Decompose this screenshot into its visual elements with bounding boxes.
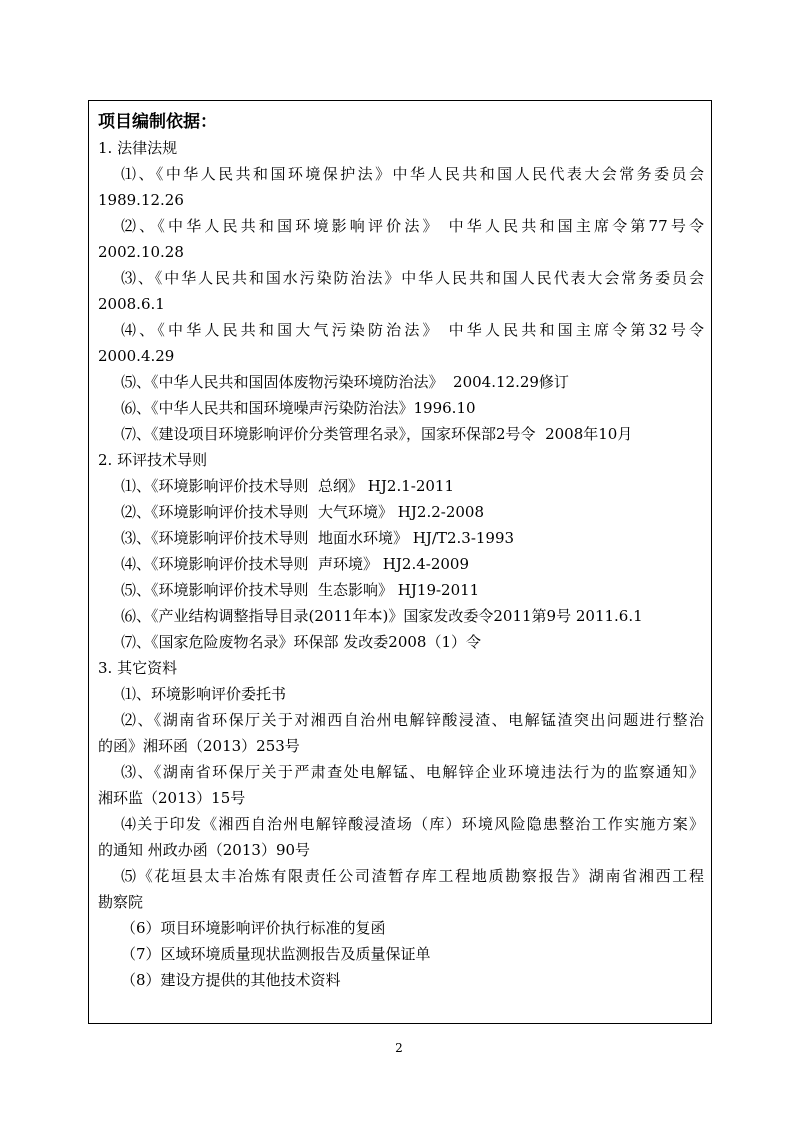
list-item-continuation: 2002.10.28 [98, 243, 184, 261]
list-item: （8）建设方提供的其他技术资料 [121, 971, 341, 989]
list-item: ⑺、《建设项目环境影响评价分类管理名录》，国家环保部2号令 2008年10月 [121, 425, 633, 443]
list-item-continuation: 的通知 州政办函（2013）90号 [98, 841, 311, 859]
page-number: 2 [395, 1041, 403, 1055]
list-item-continuation: 1989.12.26 [98, 191, 184, 209]
list-item: ⑷关于印发《湘西自治州电解锌酸浸渣场（库）环境风险隐患整治工作实施方案》 [121, 815, 704, 833]
list-item: ⑴、《环境影响评价技术导则 总纲》 HJ2.1-2011 [121, 477, 454, 495]
list-item: （7）区域环境质量现状监测报告及质量保证单 [121, 945, 431, 963]
list-item-continuation: 勘察院 [98, 893, 144, 911]
list-item: ⑴、环境影响评价委托书 [121, 685, 287, 703]
section-heading-guidelines: 2. 环评技术导则 [98, 451, 208, 469]
section-heading-laws: 1. 法律法规 [98, 139, 178, 157]
list-item: ⑶、《中华人民共和国水污染防治法》中华人民共和国人民代表大会常务委员会 [121, 269, 704, 287]
list-item: ⑸《花垣县太丰冶炼有限责任公司渣暂存库工程地质勘察报告》湖南省湘西工程 [121, 867, 704, 885]
list-item: ⑴、《中华人民共和国环境保护法》中华人民共和国人民代表大会常务委员会 [121, 165, 704, 183]
list-item: ⑶、《环境影响评价技术导则 地面水环境》 HJ/T2.3-1993 [121, 529, 515, 547]
list-item: ⑵、《环境影响评价技术导则 大气环境》 HJ2.2-2008 [121, 503, 484, 521]
list-item-continuation: 的函》湘环函（2013）253号 [98, 737, 300, 755]
list-item: ⑹、《产业结构调整指导目录(2011年本)》国家发改委令2011第9号 2011.6.1 [121, 607, 643, 625]
list-item-continuation: 2000.4.29 [98, 347, 175, 365]
section-heading-other-materials: 3. 其它资料 [98, 659, 178, 677]
list-item-continuation: 湘环监（2013）15号 [98, 789, 246, 807]
list-item: （6）项目环境影响评价执行标准的复函 [121, 919, 386, 937]
list-item: ⑸、《中华人民共和国固体废物污染环境防治法》 2004.12.29修订 [121, 373, 569, 391]
content-frame [88, 100, 712, 1024]
list-item: ⑷、《中华人民共和国大气污染防治法》 中华人民共和国主席令第32号令 [121, 321, 704, 339]
list-item: ⑺、《国家危险废物名录》环保部 发改委2008（1）令 [121, 633, 481, 651]
list-item: ⑸、《环境影响评价技术导则 生态影响》 HJ19-2011 [121, 581, 480, 599]
page-title: 项目编制依据： [98, 112, 217, 132]
list-item: ⑷、《环境影响评价技术导则 声环境》 HJ2.4-2009 [121, 555, 469, 573]
list-item: ⑹、《中华人民共和国环境噪声污染防治法》1996.10 [121, 399, 476, 417]
list-item: ⑵、《湖南省环保厅关于对湘西自治州电解锌酸浸渣、电解锰渣突出问题进行整治 [121, 711, 704, 729]
list-item-continuation: 2008.6.1 [98, 295, 165, 313]
list-item: ⑵、《中华人民共和国环境影响评价法》 中华人民共和国主席令第77号令 [121, 217, 704, 235]
list-item: ⑶、《湖南省环保厅关于严肃查处电解锰、电解锌企业环境违法行为的监察通知》 [121, 763, 704, 781]
